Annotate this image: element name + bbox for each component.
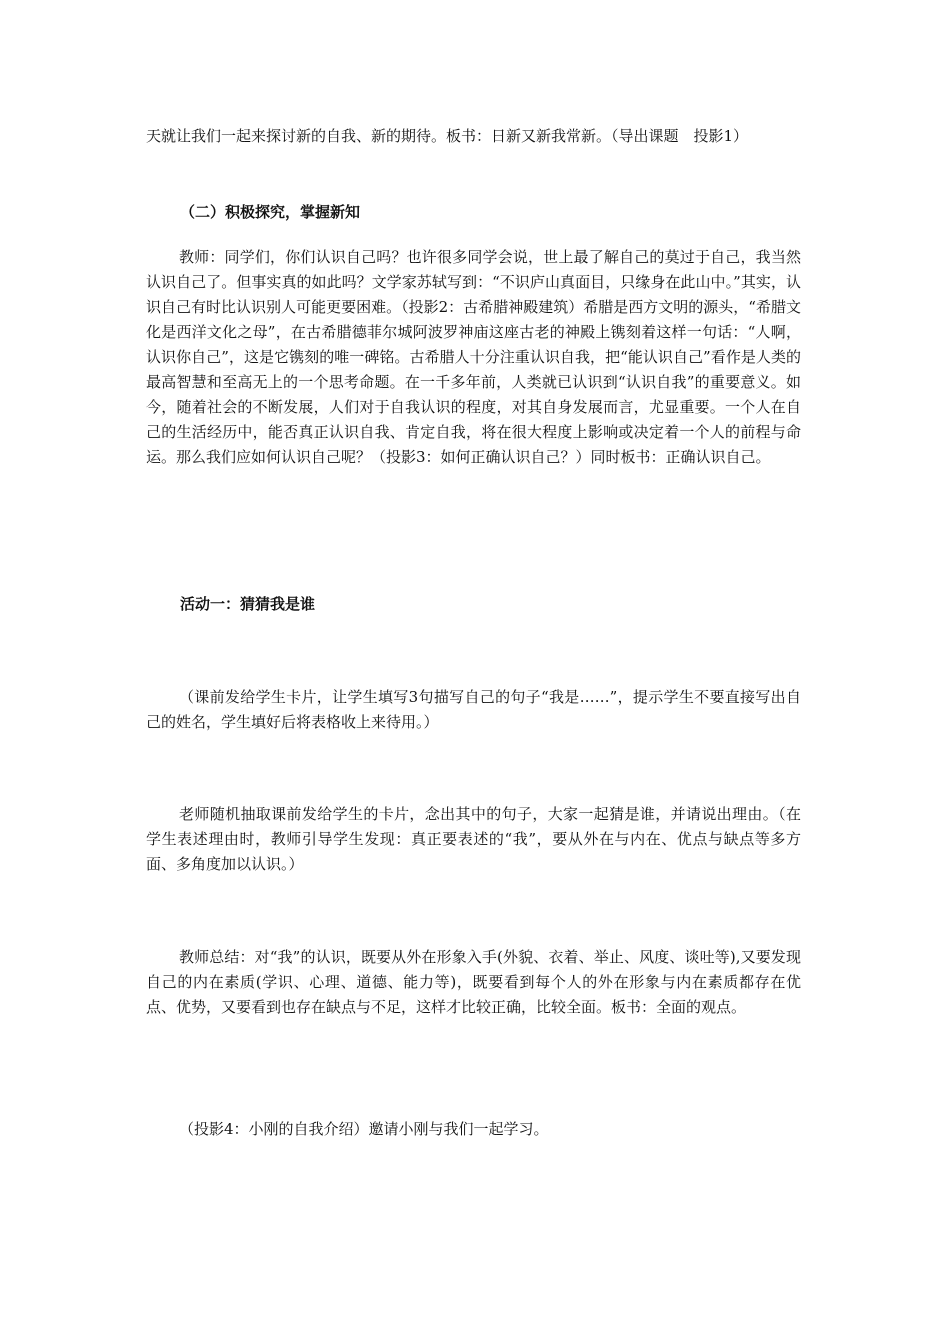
paragraph-projection-4: （投影4：小刚的自我介绍）邀请小刚与我们一起学习。 <box>179 1120 549 1138</box>
paragraph-intro-end: 天就让我们一起来探讨新的自我、新的期待。板书：日新又新我常新。（导出课题 投影1） <box>146 127 749 145</box>
section-heading-explore: （二）积极探究，掌握新知 <box>180 203 361 221</box>
paragraph-random-card: 老师随机抽取课前发给学生的卡片，念出其中的句子，大家一起猜是谁，并请说出理由。（在学生表述理由时，教师引导学生发现：真正要表述的“我”，要从外在与内在、优点与缺点等多方面、多角度加以认识。） <box>146 805 801 873</box>
paragraph-teacher-summary: 教师总结：对“我”的认识，既要从外在形象入手(外貌、衣着、举止、风度、谈吐等),又要发现自己的内在素质(学识、心理、道德、能力等)，既要看到每个人的外在形象与内在素质都存在优点、优势，又要看到也存在缺点与不足，这样才比较正确，比较全面。板书：全面的观点。 <box>146 948 801 1016</box>
activity-heading-guess: 活动一：猜猜我是谁 <box>180 595 316 613</box>
paragraph-card-instructions: （课前发给学生卡片，让学生填写3句描写自己的句子“我是……”，提示学生不要直接写出自己的姓名，学生填好后将表格收上来待用。） <box>146 688 801 731</box>
paragraph-teacher-intro: 教师：同学们，你们认识自己吗？也许很多同学会说，世上最了解自己的莫过于自己，我当然认识自己了。但事实真的如此吗？文学家苏轼写到：“不识庐山真面目，只缘身在此山中。”其实，认识自己有时比认识别人可能更要困难。（投影2：古希腊神殿建筑）希腊是西方文明的源头，“希腊文化是西洋文化之母”，在古希腊德菲尔城阿波罗神庙这座古老的神殿上镌刻着这样一句话：“人啊，认识你自己”，这是它镌刻的唯一碑铭。古希腊人十分注重认识自我，把“能认识自己”看作是人类的最高智慧和至高无上的一个思考命题。在一千多年前，人类就已认识到“认识自我”的重要意义。如今，随着社会的不断发展，人们对于自我认识的程度，对其自身发展而言，尤显重要。一个人在自己的生活经历中，能否真正认识自我、肯定自我，将在很大程度上影响或决定着一个人的前程与命运。那么我们应如何认识自己呢？（投影3：如何正确认识自己？）同时板书：正确认识自己。 <box>146 248 801 466</box>
